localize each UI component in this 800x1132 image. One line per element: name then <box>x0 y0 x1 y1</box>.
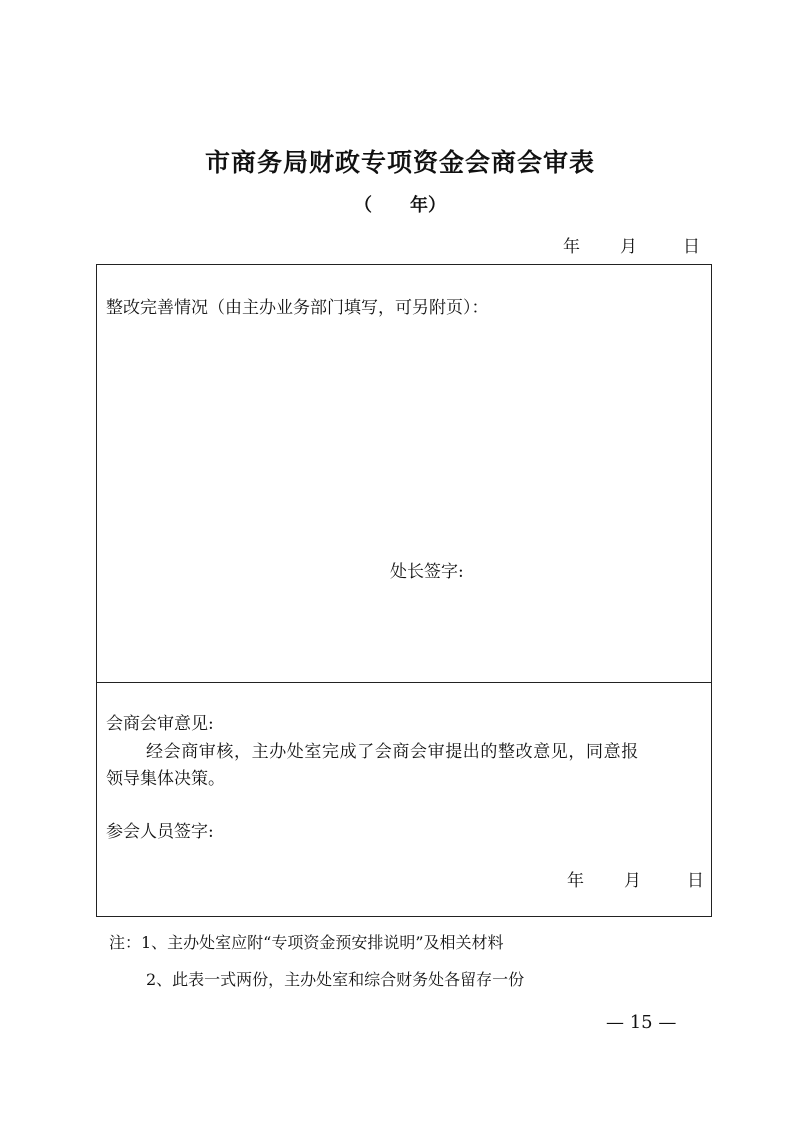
chief-signature-label: 处长签字: <box>390 562 464 582</box>
note-2: 2、此表一式两份，主办处室和综合财务处各留存一份 <box>146 970 525 989</box>
page-number: — 15 — <box>606 1012 677 1033</box>
form-title: 市商务局财政专项资金会商会审表 <box>204 148 595 177</box>
date-bottom-month: 月 <box>624 871 641 891</box>
review-opinion-text-line2: 领导集体决策。 <box>106 769 225 789</box>
date-bottom-year: 年 <box>567 871 584 891</box>
rectification-label: 整改完善情况（由主办业务部门填写，可另附页）： <box>106 298 489 318</box>
date-top-year: 年 <box>563 237 580 257</box>
date-top <box>563 232 700 257</box>
year-open-paren: （ <box>354 195 372 216</box>
review-opinion-label: 会商会审意见: <box>106 714 214 734</box>
date-top-day: 日 <box>683 237 700 257</box>
year-char: 年 <box>410 195 428 216</box>
year-line <box>0 191 800 217</box>
rectification-section[interactable] <box>96 264 712 682</box>
date-bottom-day: 日 <box>687 871 704 891</box>
review-opinion-text-line1: 经会商审核，主办处室完成了会商会审提出的整改意见，同意报 <box>146 742 639 762</box>
date-bottom <box>567 866 704 891</box>
attendee-signature-label: 参会人员签字: <box>106 822 214 842</box>
year-close-paren: ） <box>428 195 446 216</box>
date-top-month: 月 <box>620 237 637 257</box>
note-1: 注：1、主办处室应附“专项资金预安排说明”及相关材料 <box>109 933 504 952</box>
